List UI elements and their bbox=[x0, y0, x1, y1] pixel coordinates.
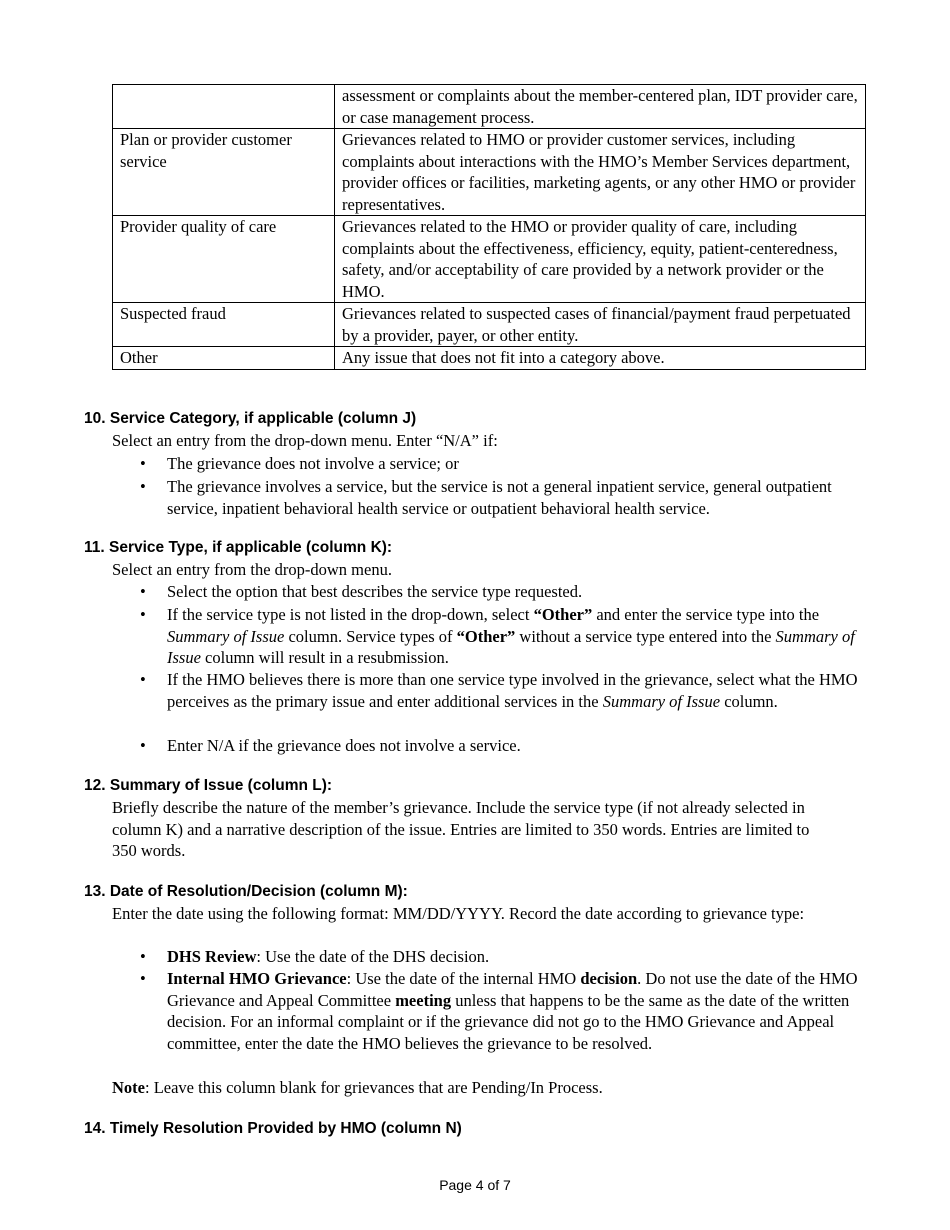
section-12-heading: 12. Summary of Issue (column L): bbox=[84, 777, 333, 794]
description-cell: Grievances related to HMO or provider customer services, including complaints about interactions with the HMO’s Member Services department, provider offices or facilities, marketing agents, or any other HMO or provider representatives. bbox=[335, 129, 866, 216]
bullet-icon: • bbox=[140, 582, 146, 601]
description-cell: Any issue that does not fit into a category above. bbox=[335, 347, 866, 370]
bullet-icon: • bbox=[140, 969, 146, 988]
bullet-icon: • bbox=[140, 477, 146, 496]
section-13-intro: Enter the date using the following format: MM/DD/YYYY. Record the date according to grievance type: bbox=[112, 904, 805, 923]
grievance-category-table bbox=[112, 84, 866, 370]
section-14-heading: 14. Timely Resolution Provided by HMO (column N) bbox=[84, 1120, 462, 1137]
section-13-bullet-internal: Internal HMO Grievance: Use the date of the internal HMO decision. Do not use the date of the HMO Grievance and Appeal Committee meeting unless that happens to be the same as the date of the written decision. For an informal complaint or if the grievance did not go to the HMO Grievance and Appeal committee, enter the date the HMO believes the grievance to be resolved. bbox=[167, 969, 858, 1053]
table-row bbox=[113, 347, 866, 370]
table-row bbox=[113, 129, 866, 216]
description-cell: Grievances related to the HMO or provider quality of care, including complaints about the effectiveness, efficiency, equity, patient-centeredness, safety, and/or acceptability of care provided by a network provider or the HMO. bbox=[335, 216, 866, 303]
bullet-icon: • bbox=[140, 454, 146, 473]
section-10-bullet-2: The grievance involves a service, but the service is not a general inpatient service, general outpatient service, inpatient behavioral health service or outpatient behavioral health service. bbox=[167, 477, 832, 518]
section-11-bullet-4: Enter N/A if the grievance does not involve a service. bbox=[167, 736, 521, 755]
category-cell bbox=[113, 85, 335, 129]
page-number: Page 4 of 7 bbox=[439, 1177, 511, 1193]
section-10-intro: Select an entry from the drop-down menu. Enter “N/A” if: bbox=[112, 431, 498, 450]
bullet-icon: • bbox=[140, 947, 146, 966]
category-cell: Provider quality of care bbox=[113, 216, 335, 303]
section-10-bullet-1: The grievance does not involve a service; or bbox=[167, 454, 459, 473]
section-10-heading: 10. Service Category, if applicable (column J) bbox=[84, 410, 417, 427]
section-11-intro: Select an entry from the drop-down menu. bbox=[112, 560, 392, 579]
bullet-icon: • bbox=[140, 605, 146, 624]
category-cell: Suspected fraud bbox=[113, 303, 335, 347]
section-11-bullet-3: If the HMO believes there is more than one service type involved in the grievance, select what the HMO perceives as the primary issue and enter additional services in the Summary of Issue column. bbox=[167, 670, 858, 711]
bullet-icon: • bbox=[140, 670, 146, 689]
category-cell: Other bbox=[113, 347, 335, 370]
section-13-heading: 13. Date of Resolution/Decision (column M): bbox=[84, 883, 408, 900]
section-11-bullet-2: If the service type is not listed in the drop-down, select “Other” and enter the service type into the Summary of Issue column. Service types of “Other” without a service type entered into the Summary of Issue column will result in a resubmission. bbox=[167, 605, 855, 667]
table-row bbox=[113, 216, 866, 303]
section-13-bullet-dhs: DHS Review: Use the date of the DHS decision. bbox=[167, 947, 490, 966]
category-cell: Plan or provider customer service bbox=[113, 129, 335, 216]
bullet-icon: • bbox=[140, 736, 146, 755]
table-row bbox=[113, 303, 866, 347]
table-row bbox=[113, 85, 866, 129]
section-11-heading: 11. Service Type, if applicable (column K): bbox=[84, 539, 393, 556]
description-cell: Grievances related to suspected cases of financial/payment fraud perpetuated by a provider, payer, or other entity. bbox=[335, 303, 866, 347]
description-cell: assessment or complaints about the member-centered plan, IDT provider care, or case management process. bbox=[335, 85, 866, 129]
section-12-body: Briefly describe the nature of the member’s grievance. Include the service type (if not already selected in column K) and a narrative description of the issue. Entries are limited to 350 words. Entries are limited to 350 words. bbox=[112, 798, 810, 860]
section-13-note: Note: Leave this column blank for grievances that are Pending/In Process. bbox=[112, 1078, 603, 1097]
section-11-bullet-1: Select the option that best describes the service type requested. bbox=[167, 582, 583, 601]
